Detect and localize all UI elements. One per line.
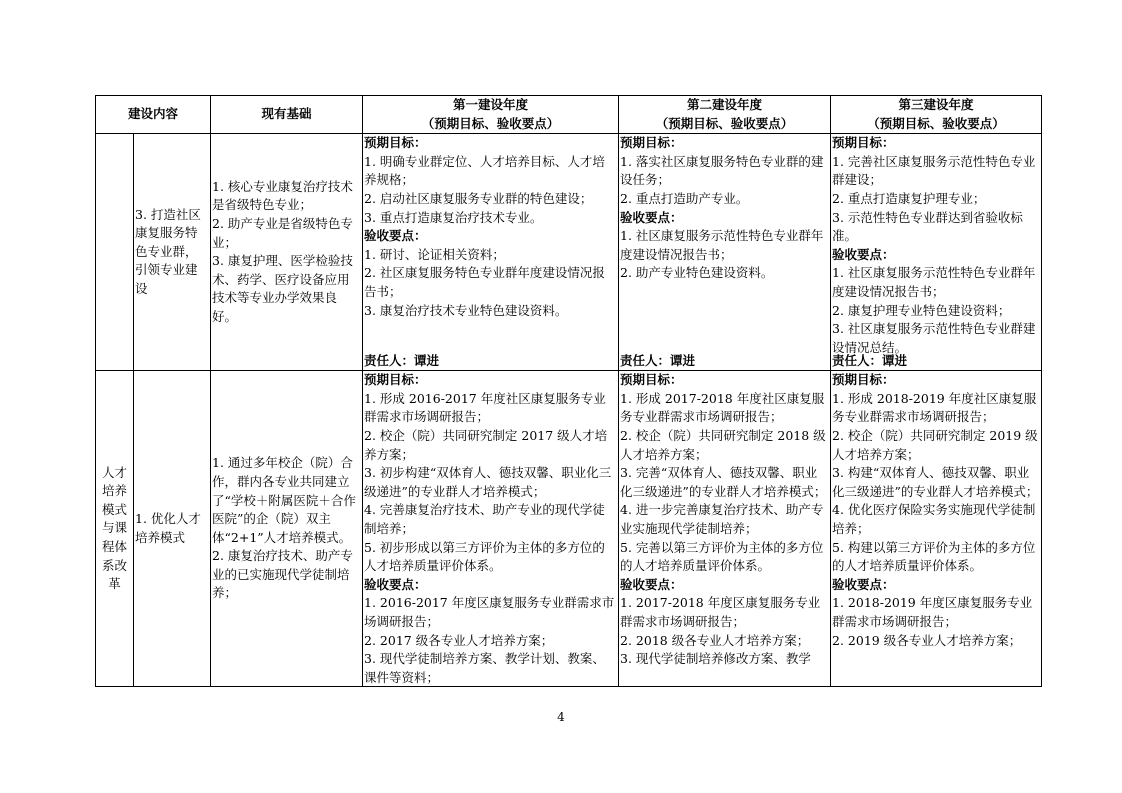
responsible-person: 责任人：谭进 — [832, 352, 908, 368]
year1-cell: 预期目标： 1. 形成 2016-2017 年度社区康复服务专业群需求市场调研报告； 2. 校企（院）共同研究制定 2017 级人才培养方案； 3. 初步构建“双体育人、德技双馨、职业化三级递进”的专业群人才培养模式； 4. 完善康复治疗技术、助产专业的现代学徒制培养； 5. 初步形成以第三方评价为主体的多方位的人才培养质量评价体系。 验收要点： 1. 2016-2017 年度区康复服务专业群需求市场调研报告； 2. 2017 级各专业人才培养方案； 3. 现代学徒制培养方案、教学计划、教案、课件等资料； — [363, 371, 619, 687]
basis-cell: 1. 核心专业康复治疗技术是省级特色专业； 2. 助产专业是省级特色专业； 3. 康复护理、医学检验技术、药学、医疗设备应用技术等专业办学效果良好。 — [211, 134, 363, 371]
goal-label: 预期目标： — [364, 372, 427, 388]
category-cell: 人才培养模式与课程体系改革 — [96, 371, 134, 687]
responsible-person: 责任人：谭进 — [620, 352, 696, 368]
header-basis: 现有基础 — [211, 96, 363, 134]
year2-cell: 预期目标： 1. 形成 2017-2018 年度社区康复服务专业群需求市场调研报告； 2. 校企（院）共同研究制定 2018 级人才培养方案； 3. 完善“双体育人、德技双馨、职业化三级递进”的专业群人才培养模式； 4. 进一步完善康复治疗技术、助产专业实施现代学徒制培养； 5. 完善以第三方评价为主体的多方位的人才培养质量评价体系。 验收要点： 1. 2017-2018 年度区康复服务专业群需求市场调研报告； 2. 2018 级各专业人才培养方案； 3. 现代学徒制培养修改方案、教学 — [619, 371, 831, 687]
table-row — [96, 371, 1042, 687]
header-row — [96, 96, 1042, 134]
check-label: 验收要点： — [620, 576, 683, 592]
year3-cell: 预期目标： 1. 完善社区康复服务示范性特色专业群建设； 2. 重点打造康复护理专业； 3. 示范性特色专业群达到省验收标准。 验收要点： 1. 社区康复服务示范性特色专业群年度建设情况报告书； 2. 康复护理专业特色建设资料； 3. 社区康复服务示范性特色专业群建设情况总结。 责任人：谭进 — [831, 134, 1042, 371]
goal-label: 预期目标： — [364, 135, 427, 151]
year1-cell: 预期目标： 1. 明确专业群定位、人才培养目标、人才培养规格； 2. 启动社区康复服务专业群的特色建设； 3. 重点打造康复治疗技术专业。 验收要点： 1. 研讨、论证相关资料； 2. 社区康复服务特色专业群年度建设情况报告书； 3. 康复治疗技术专业特色建设资料。 责任人：谭进 — [363, 134, 619, 371]
item-cell: 1. 优化人才培养模式 — [134, 371, 211, 687]
header-year1: 第一建设年度 （预期目标、验收要点） — [363, 96, 619, 134]
header-year3: 第三建设年度 （预期目标、验收要点） — [831, 96, 1042, 134]
header-content: 建设内容 — [96, 96, 211, 134]
basis-cell: 1. 通过多年校企（院）合作，群内各专业共同建立了“学校＋附属医院＋合作医院”的企（院）双主体“2+1”人才培养模式。 2. 康复治疗技术、助产专业的已实施现代学徒制培养； — [211, 371, 363, 687]
check-label: 验收要点： — [364, 228, 427, 244]
construction-plan-table — [95, 95, 1042, 687]
year2-cell: 预期目标： 1. 落实社区康复服务特色专业群的建设任务； 2. 重点打造助产专业。 验收要点： 1. 社区康复服务示范性特色专业群年度建设情况报告书； 2. 助产专业特色建设资料。 责任人：谭进 — [619, 134, 831, 371]
check-label: 验收要点： — [832, 246, 895, 262]
check-label: 验收要点： — [620, 209, 683, 225]
item-cell: 3. 打造社区康复服务特色专业群，引领专业建设 — [134, 134, 211, 371]
goal-label: 预期目标： — [620, 372, 683, 388]
goal-label: 预期目标： — [832, 372, 895, 388]
check-label: 验收要点： — [364, 576, 427, 592]
category-cell-empty — [96, 134, 134, 371]
year3-cell: 预期目标： 1. 形成 2018-2019 年度社区康复服务专业群需求市场调研报告； 2. 校企（院）共同研究制定 2019 级人才培养方案； 3. 构建“双体育人、德技双馨、职业化三级递进”的专业群人才培养模式； 4. 优化医疗保险实务实施现代学徒制培养； 5. 构建以第三方评价为主体的多方位的人才培养质量评价体系。 验收要点： 1. 2018-2019 年度区康复服务专业群需求市场调研报告； 2. 2019 级各专业人才培养方案； — [831, 371, 1042, 687]
check-label: 验收要点： — [832, 576, 895, 592]
header-year2: 第二建设年度 （预期目标、验收要点） — [619, 96, 831, 134]
responsible-person: 责任人：谭进 — [364, 352, 440, 368]
goal-label: 预期目标： — [832, 135, 895, 151]
goal-label: 预期目标： — [620, 135, 683, 151]
page-number: 4 — [557, 710, 565, 724]
table-row — [96, 134, 1042, 371]
